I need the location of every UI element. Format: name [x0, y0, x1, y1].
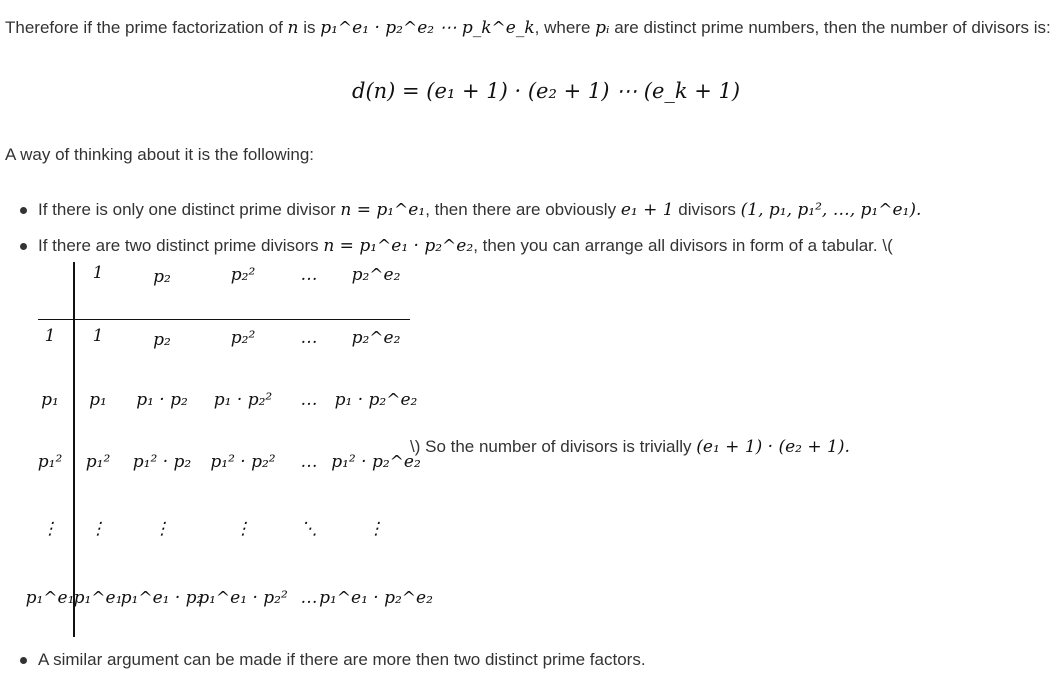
table-horizontal-rule [38, 319, 410, 320]
table-cell: p₁^e₁ [73, 588, 123, 608]
bullet-more-primes: A similar argument can be made if there are more then two distinct prime factors. [38, 650, 646, 669]
table-header-cell: p₂² [230, 265, 256, 285]
bullet-dot [20, 243, 27, 250]
table-cell: 1 [92, 326, 104, 346]
table-cell: p₁^e₁ · p₂ [120, 588, 204, 608]
table-cell: p₁^e₁ · p₂^e₂ [319, 588, 433, 608]
table-cell: p₂ [153, 330, 171, 350]
table-header-cell: p₂^e₂ [351, 265, 401, 285]
intro-paragraph: Therefore if the prime factorization of n is p₁^e₁ · p₂^e₂ ⋯ p_k^e_k, where pᵢ are distinct prime numbers, then the number of divisors is: [5, 18, 1051, 38]
table-cell: p₁ · p₂ [136, 390, 188, 410]
table-cell: p₂^e₂ [351, 328, 401, 348]
bullet-dot [20, 207, 27, 214]
table-cell: ⋮ [234, 519, 252, 539]
conclusion-text: \) So the number of divisors is trivially (e₁ + 1) · (e₂ + 1). [410, 437, 850, 457]
table-cell: p₁ · p₂^e₂ [334, 390, 418, 410]
table-cell: p₂² [230, 328, 256, 348]
table-cell: ⋮ [153, 519, 171, 539]
bullet-one-prime: If there is only one distinct prime divisor n = p₁^e₁, then there are obviously e₁ + 1 divisors (1, p₁, p₁², …, p₁^e₁). [38, 200, 922, 220]
table-header-cell: 1 [92, 263, 104, 283]
table-row-label: ⋮ [41, 519, 59, 539]
table-cell: p₁² · p₂^e₂ [331, 452, 421, 472]
table-row-label: p₁^e₁ [25, 588, 75, 608]
table-cell: … [300, 328, 318, 348]
table-cell: p₁^e₁ · p₂² [198, 588, 288, 608]
factorization-math: p₁^e₁ · p₂^e₂ ⋯ p_k^e_k [320, 18, 535, 38]
table-cell: … [300, 588, 318, 608]
table-cell: ⋱ [300, 519, 318, 539]
table-cell: p₁ [89, 390, 107, 410]
table-cell: p₁² [85, 452, 111, 472]
table-header-cell: p₂ [153, 267, 171, 287]
divisor-count-formula: d(n) = (e₁ + 1) · (e₂ + 1) ⋯ (e_k + 1) [352, 79, 741, 103]
table-cell: p₁ · p₂² [213, 390, 273, 410]
bullet-two-primes: If there are two distinct prime divisors n = p₁^e₁ · p₂^e₂, then you can arrange all divisors in form of a tabular. \( [38, 236, 893, 256]
table-cell: … [300, 390, 318, 410]
table-row-label: p₁ [41, 390, 59, 410]
table-cell: ⋮ [89, 519, 107, 539]
table-row-label: p₁² [37, 452, 63, 472]
table-row-label: 1 [44, 326, 56, 346]
bullet-dot [20, 657, 27, 664]
table-cell: … [300, 452, 318, 472]
table-cell: p₁² · p₂² [210, 452, 276, 472]
table-cell: ⋮ [367, 519, 385, 539]
table-cell: p₁² · p₂ [132, 452, 192, 472]
table-header-cell: … [300, 265, 318, 285]
thinking-paragraph: A way of thinking about it is the following: [5, 145, 315, 164]
